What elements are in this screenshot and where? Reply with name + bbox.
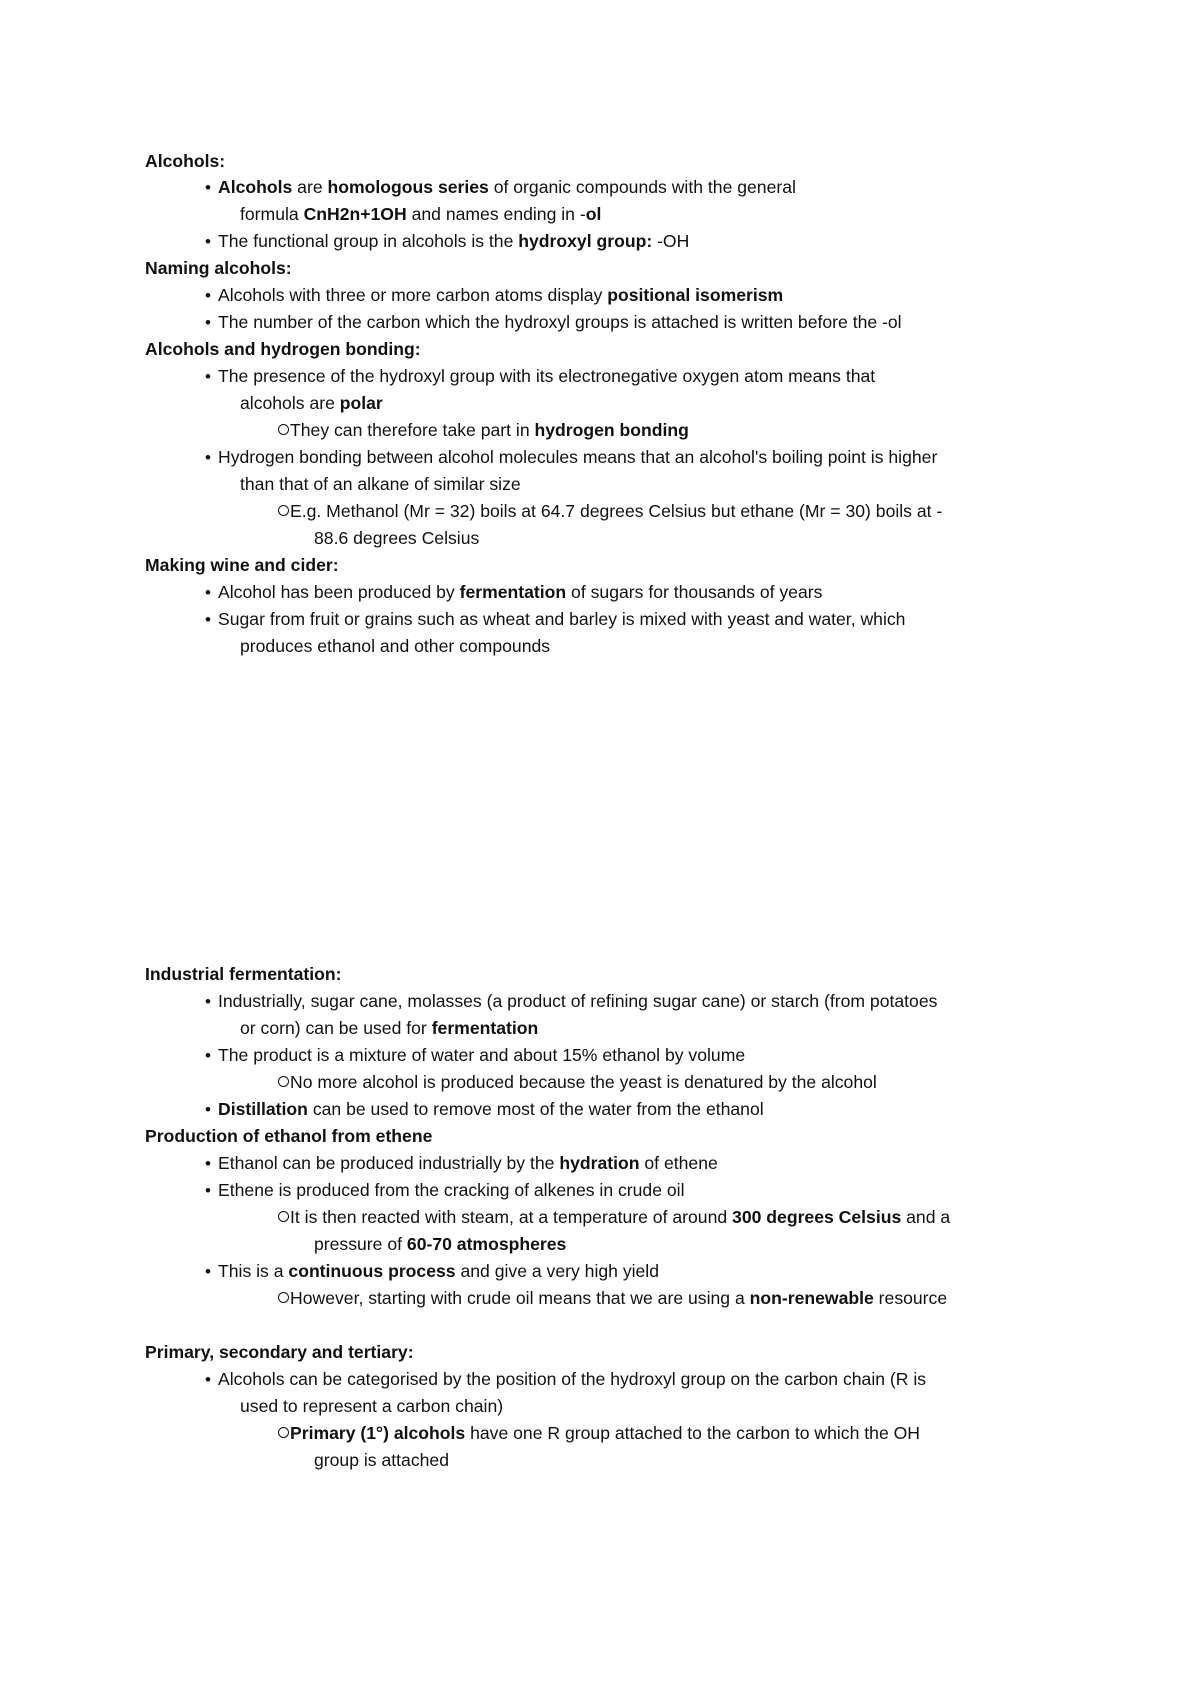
bullet-icon: • <box>205 1181 211 1200</box>
sub-bullet-item: However, starting with crude oil means that we are using a non-renewable resource <box>278 1285 947 1312</box>
bullet-icon: • <box>205 1046 211 1065</box>
heading-alcohols: Alcohols: <box>145 151 226 171</box>
bullet-icon: • <box>205 1370 211 1389</box>
sub-bullet-continuation: 88.6 degrees Celsius <box>314 528 480 548</box>
heading-wine-cider: Making wine and cider: <box>145 555 339 575</box>
circle-bullet-icon <box>278 1427 289 1438</box>
bullet-icon: • <box>205 992 211 1011</box>
circle-bullet-icon <box>278 1076 289 1087</box>
heading-primary-secondary-tertiary: Primary, secondary and tertiary: <box>145 1342 414 1362</box>
circle-bullet-icon <box>278 1211 289 1222</box>
heading-naming-alcohols: Naming alcohols: <box>145 258 292 278</box>
bullet-icon: • <box>205 313 211 332</box>
circle-bullet-icon <box>278 1292 289 1303</box>
bullet-item: • Ethene is produced from the cracking of alkenes in crude oil <box>205 1177 685 1204</box>
heading-industrial-fermentation: Industrial fermentation: <box>145 964 342 984</box>
bullet-item: • This is a continuous process and give a very high yield <box>205 1258 659 1285</box>
bullet-icon: • <box>205 583 211 602</box>
bullet-icon: • <box>205 232 211 251</box>
bullet-item: • Alcohols are homologous series of organic compounds with the general <box>205 174 796 201</box>
bullet-item: • Alcohols can be categorised by the position of the hydroxyl group on the carbon chain (R is <box>205 1366 926 1393</box>
bullet-item: • Industrially, sugar cane, molasses (a product of refining sugar cane) or starch (from potatoes <box>205 988 937 1015</box>
sub-bullet-item: They can therefore take part in hydrogen bonding <box>278 417 689 444</box>
sub-bullet-item: E.g. Methanol (Mr = 32) boils at 64.7 degrees Celsius but ethane (Mr = 30) boils at - <box>278 498 942 525</box>
bullet-item: • The number of the carbon which the hydroxyl groups is attached is written before the -ol <box>205 309 902 336</box>
sub-bullet-item: No more alcohol is produced because the yeast is denatured by the alcohol <box>278 1069 877 1096</box>
bullet-continuation: than that of an alkane of similar size <box>240 474 521 494</box>
circle-bullet-icon <box>278 424 289 435</box>
bullet-item: • Hydrogen bonding between alcohol molecules means that an alcohol's boiling point is higher <box>205 444 937 471</box>
sub-bullet-item: It is then reacted with steam, at a temperature of around 300 degrees Celsius and a <box>278 1204 950 1231</box>
heading-ethanol-from-ethene: Production of ethanol from ethene <box>145 1126 433 1146</box>
bullet-item: • Alcohol has been produced by fermentation of sugars for thousands of years <box>205 579 822 606</box>
bullet-item: • Distillation can be used to remove most of the water from the ethanol <box>205 1096 764 1123</box>
bullet-icon: • <box>205 367 211 386</box>
bullet-icon: • <box>205 610 211 629</box>
bullet-icon: • <box>205 178 211 197</box>
bullet-continuation: alcohols are polar <box>240 393 383 413</box>
bullet-item: • Sugar from fruit or grains such as wheat and barley is mixed with yeast and water, which <box>205 606 905 633</box>
bullet-icon: • <box>205 286 211 305</box>
heading-hydrogen-bonding: Alcohols and hydrogen bonding: <box>145 339 421 359</box>
bullet-item: • The product is a mixture of water and about 15% ethanol by volume <box>205 1042 745 1069</box>
bullet-continuation: produces ethanol and other compounds <box>240 636 551 656</box>
bullet-icon: • <box>205 1154 211 1173</box>
bullet-item: • The presence of the hydroxyl group with its electronegative oxygen atom means that <box>205 363 875 390</box>
sub-bullet-continuation: group is attached <box>314 1450 449 1470</box>
sub-bullet-item: Primary (1°) alcohols have one R group attached to the carbon to which the OH <box>278 1420 920 1447</box>
bullet-continuation: used to represent a carbon chain) <box>240 1396 504 1416</box>
bullet-item: • The functional group in alcohols is the hydroxyl group: -OH <box>205 228 689 255</box>
bullet-item: • Ethanol can be produced industrially by the hydration of ethene <box>205 1150 718 1177</box>
bullet-continuation: formula CnH2n+1OH and names ending in -ol <box>240 204 602 224</box>
bullet-continuation: or corn) can be used for fermentation <box>240 1018 539 1038</box>
bullet-icon: • <box>205 1100 211 1119</box>
sub-bullet-continuation: pressure of 60-70 atmospheres <box>314 1234 567 1254</box>
bullet-icon: • <box>205 1262 211 1281</box>
bullet-icon: • <box>205 448 211 467</box>
circle-bullet-icon <box>278 505 289 516</box>
bullet-item: • Alcohols with three or more carbon atoms display positional isomerism <box>205 282 783 309</box>
